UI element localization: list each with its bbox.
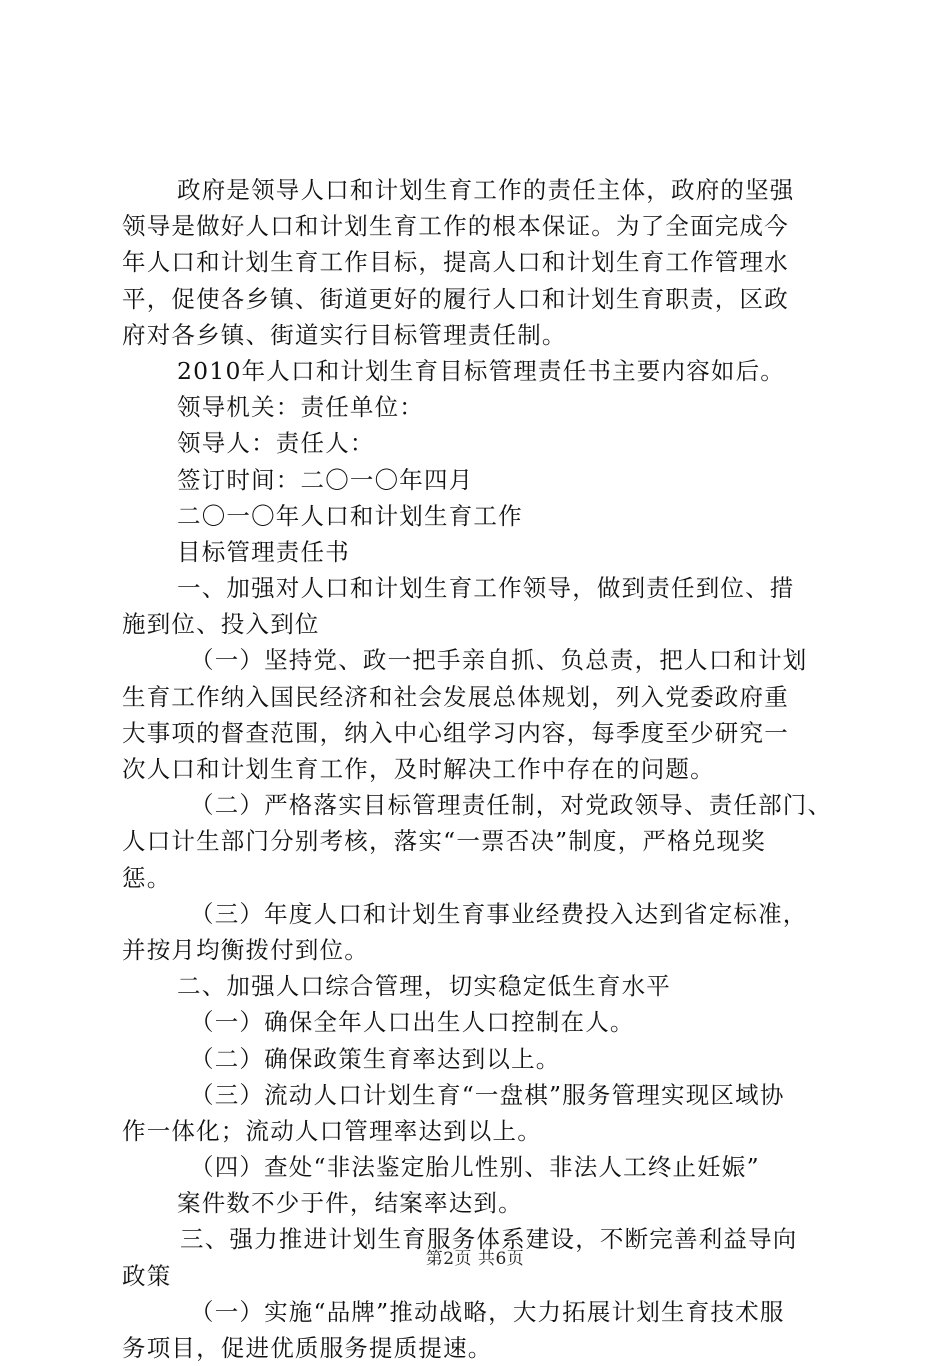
text-line: 目标管理责任书 <box>177 537 350 566</box>
text-line: 年人口和计划生育工作目标，提高人口和计划生育工作管理水 <box>122 248 789 277</box>
text-line: 惩。 <box>122 863 172 892</box>
text-line: 二、加强人口综合管理，切实稳定低生育水平 <box>177 972 671 1001</box>
text-line: 一、加强对人口和计划生育工作领导，做到责任到位、措 <box>177 574 795 603</box>
text-line: 签订时间：二〇一〇年四月 <box>177 465 474 494</box>
text-line: 政府是领导人口和计划生育工作的责任主体，政府的坚强 <box>177 176 795 204</box>
text-line: 领导人：责任人： <box>177 429 375 458</box>
text-line: （三）年度人口和计划生育事业经费投入达到省定标准， <box>190 899 808 928</box>
text-line: 次人口和计划生育工作，及时解决工作中存在的问题。 <box>122 755 715 783</box>
text-line: （二）严格落实目标管理责任制，对党政领导、责任部门、 <box>190 791 833 820</box>
text-line: 大事项的督查范围，纳入中心组学习内容，每季度至少研究一 <box>122 718 789 747</box>
text-line: 平，促使各乡镇、街道更好的履行人口和计划生育职责，区政 <box>122 284 789 313</box>
text-line: 人口计生部门分别考核，落实“一票否决”制度，严格兑现奖 <box>122 827 766 856</box>
text-line: 作一体化；流动人口管理率达到以上。 <box>122 1116 542 1145</box>
text-line: 生育工作纳入国民经济和社会发展总体规划，列入党委政府重 <box>122 682 789 711</box>
text-line: 2010年人口和计划生育目标管理责任书主要内容如后。 <box>177 356 786 385</box>
text-line: 政策 <box>122 1261 172 1290</box>
text-line: （一）坚持党、政一把手亲自抓、负总责，把人口和计划 <box>190 646 808 675</box>
text-line: 并按月均衡拨付到位。 <box>122 935 369 964</box>
text-line: 府对各乡镇、街道实行目标管理责任制。 <box>122 320 567 349</box>
text-line: 领导机关：责任单位： <box>177 393 424 422</box>
text-line: 施到位、投入到位 <box>122 610 320 639</box>
page-number-footer: 第2页 共6页 <box>425 1249 525 1269</box>
text-line: 案件数不少于件，结案率达到。 <box>177 1189 523 1218</box>
text-line: （二）确保政策生育率达到以上。 <box>190 1044 561 1073</box>
text-line: （三）流动人口计划生育“一盘棋”服务管理实现区域协 <box>190 1080 785 1109</box>
text-line: 务项目，促进优质服务提质提速。 <box>122 1334 493 1362</box>
text-line: 领导是做好人口和计划生育工作的根本保证。为了全面完成今 <box>122 212 789 241</box>
text-line: （一）确保全年人口出生人口控制在人。 <box>190 1008 635 1037</box>
text-line: （四）查处“非法鉴定胎儿性别、非法人工终止妊娠” <box>190 1153 760 1182</box>
text-line: 二〇一〇年人口和计划生育工作 <box>177 501 523 530</box>
document-body <box>122 172 833 1366</box>
text-line: 三、强力推进计划生育服务体系建设，不断完善利益导向 <box>180 1225 798 1254</box>
text-line: （一）实施“品牌”推动战略，大力拓展计划生育技术服 <box>190 1297 785 1326</box>
